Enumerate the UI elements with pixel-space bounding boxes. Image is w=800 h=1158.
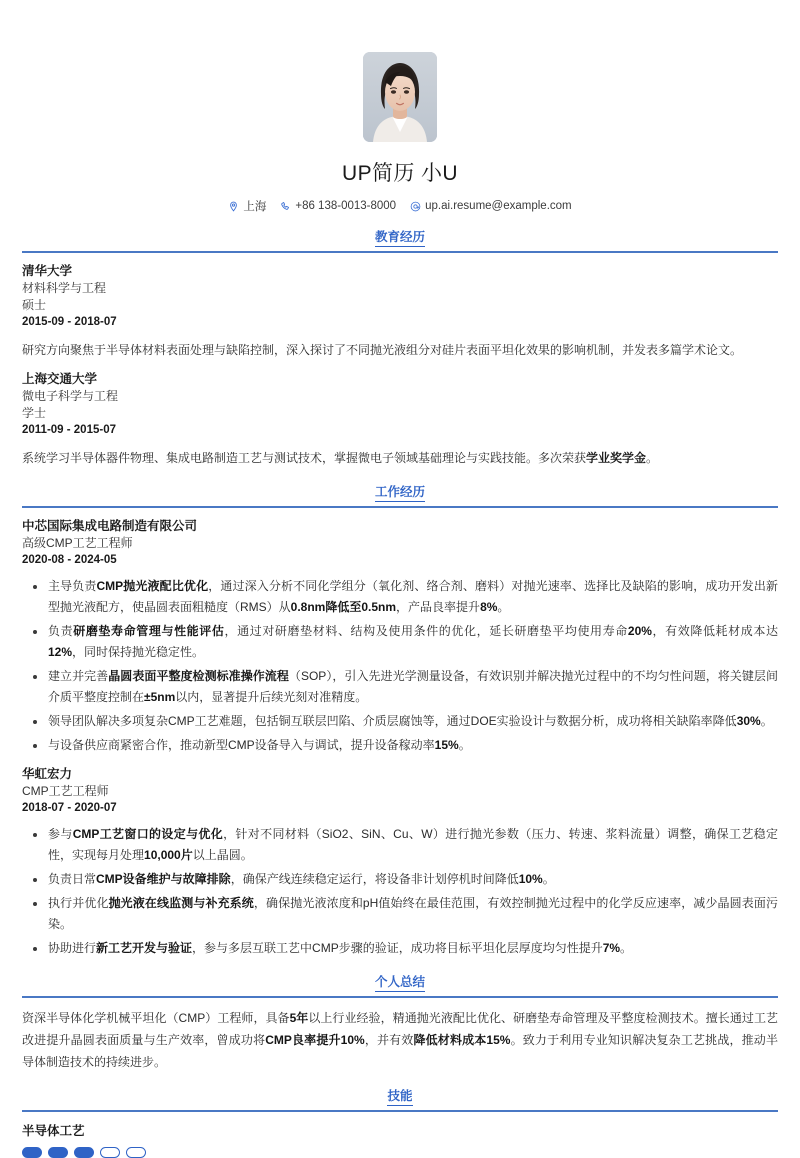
section-header-summary bbox=[22, 973, 778, 998]
contact-email-text: up.ai.resume@example.com bbox=[425, 200, 572, 212]
education-school: 清华大学 bbox=[22, 264, 73, 278]
portrait-photo bbox=[363, 52, 437, 142]
contact-location-text: 上海 bbox=[243, 201, 267, 213]
section-header-education bbox=[22, 228, 778, 253]
work-role: CMP工艺工程师 bbox=[22, 784, 109, 798]
work-company: 华虹宏力 bbox=[22, 767, 73, 781]
summary-text: 资深半导体化学机械平坦化（CMP）工程师，具备5年以上行业经验，精通抛光液配比优化、研磨垫寿命管理及平整度检测技术。擅长通过工艺改进提升晶圆表面质量与生产效率，曾成功将CMP良率提升10%，并有效降低材料成本15%。致力于利用专业知识解决复杂工艺挑战，推动半导体制造技术的持续进步。 bbox=[22, 1011, 778, 1069]
phone-icon bbox=[280, 201, 291, 212]
section-title-summary: 个人总结 bbox=[375, 975, 425, 992]
bullet-item: 执行并优化抛光液在线监测与补充系统，确保抛光液浓度和pH值始终在最佳范围，有效控制抛光过程中的化学反应速率，减少晶圆表面污染。 bbox=[22, 893, 778, 935]
candidate-name: UP简历 小U bbox=[342, 162, 458, 185]
section-title-education: 教育经历 bbox=[375, 230, 425, 247]
bullet-item: 与设备供应商紧密合作，推动新型CMP设备导入与调试，提升设备稼动率15%。 bbox=[22, 735, 778, 756]
bullet-item: 领导团队解决多项复杂CMP工艺难题，包括铜互联层凹陷、介质层腐蚀等，通过DOE实验设计与数据分析，成功将相关缺陷率降低30%。 bbox=[22, 711, 778, 732]
bullet-item: 负责研磨垫寿命管理与性能评估，通过对研磨垫材料、结构及使用条件的优化，延长研磨垫平均使用寿命20%，有效降低耗材成本达12%，同时保持抛光稳定性。 bbox=[22, 621, 778, 663]
skill-pill-filled bbox=[48, 1147, 68, 1158]
contact-location bbox=[228, 198, 266, 214]
section-header-skills bbox=[22, 1087, 778, 1112]
education-school: 上海交通大学 bbox=[22, 372, 98, 386]
section-title-work: 工作经历 bbox=[375, 485, 425, 502]
education-entry bbox=[22, 263, 778, 361]
skill-pill-filled bbox=[22, 1147, 42, 1158]
bullet-item: 建立并完善晶圆表面平整度检测标准操作流程（SOP），引入先进光学测量设备，有效识别并解决抛光过程中的不均匀性问题，将关键层间介质平整度控制在±5nm以内，显著提升后续光刻对准精度。 bbox=[22, 666, 778, 708]
education-date: 2015-09 - 2018-07 bbox=[22, 316, 117, 328]
work-bullets bbox=[22, 824, 778, 959]
work-entry bbox=[22, 766, 778, 959]
work-company: 中芯国际集成电路制造有限公司 bbox=[22, 519, 198, 533]
skill-pill-empty bbox=[126, 1147, 146, 1158]
skill-item bbox=[22, 1122, 778, 1158]
work-date: 2020-08 - 2024-05 bbox=[22, 554, 117, 566]
education-description: 系统学习半导体器件物理、集成电路制造工艺与测试技术，掌握微电子领域基础理论与实践技能。多次荣获学业奖学金。 bbox=[22, 451, 659, 465]
work-date: 2018-07 - 2020-07 bbox=[22, 802, 117, 814]
bullet-item: 参与CMP工艺窗口的设定与优化，针对不同材料（SiO2、SiN、Cu、W）进行抛光参数（压力、转速、浆料流量）调整，确保工艺稳定性，实现每月处理10,000片以上晶圆。 bbox=[22, 824, 778, 866]
bullet-item: 负责日常CMP设备维护与故障排除，确保产线连续稳定运行，将设备非计划停机时间降低10%。 bbox=[22, 869, 778, 890]
section-summary bbox=[22, 973, 778, 1073]
education-major: 微电子科学与工程 bbox=[22, 389, 119, 403]
section-skills bbox=[22, 1087, 778, 1158]
skill-level-pills bbox=[22, 1147, 778, 1158]
section-education bbox=[22, 228, 778, 469]
work-entry bbox=[22, 518, 778, 756]
contact-email bbox=[410, 200, 572, 212]
skill-name: 半导体工艺 bbox=[22, 1124, 85, 1138]
bullet-item: 协助进行新工艺开发与验证，参与多层互联工艺中CMP步骤的验证，成功将目标平坦化层厚度均匀性提升7%。 bbox=[22, 938, 778, 959]
education-description: 研究方向聚焦于半导体材料表面处理与缺陷控制，深入探讨了不同抛光液组分对硅片表面平坦化效果的影响机制，并发表多篇学术论文。 bbox=[22, 343, 743, 357]
work-bullets bbox=[22, 576, 778, 756]
contact-line bbox=[22, 198, 778, 214]
email-at-icon bbox=[410, 201, 421, 212]
skill-pill-empty bbox=[100, 1147, 120, 1158]
education-major: 材料科学与工程 bbox=[22, 281, 107, 295]
location-pin-icon bbox=[228, 201, 239, 212]
section-work-experience bbox=[22, 483, 778, 959]
education-date: 2011-09 - 2015-07 bbox=[22, 424, 116, 436]
education-degree: 硕士 bbox=[22, 298, 47, 312]
section-header-work bbox=[22, 483, 778, 508]
work-role: 高级CMP工艺工程师 bbox=[22, 536, 133, 550]
contact-phone bbox=[280, 200, 396, 212]
contact-phone-text: +86 138-0013-8000 bbox=[295, 200, 397, 212]
education-degree: 学士 bbox=[22, 406, 47, 420]
skill-pill-filled bbox=[74, 1147, 94, 1158]
education-entry bbox=[22, 371, 778, 469]
bullet-item: 主导负责CMP抛光液配比优化，通过深入分析不同化学组分（氧化剂、络合剂、磨料）对抛光速率、选择比及缺陷的影响，成功开发出新型抛光液配方，使晶圆表面粗糙度（RMS）从0.8nm降低至0.5nm，产品良率提升8%。 bbox=[22, 576, 778, 618]
section-title-skills: 技能 bbox=[387, 1089, 412, 1106]
resume-header bbox=[22, 0, 778, 214]
